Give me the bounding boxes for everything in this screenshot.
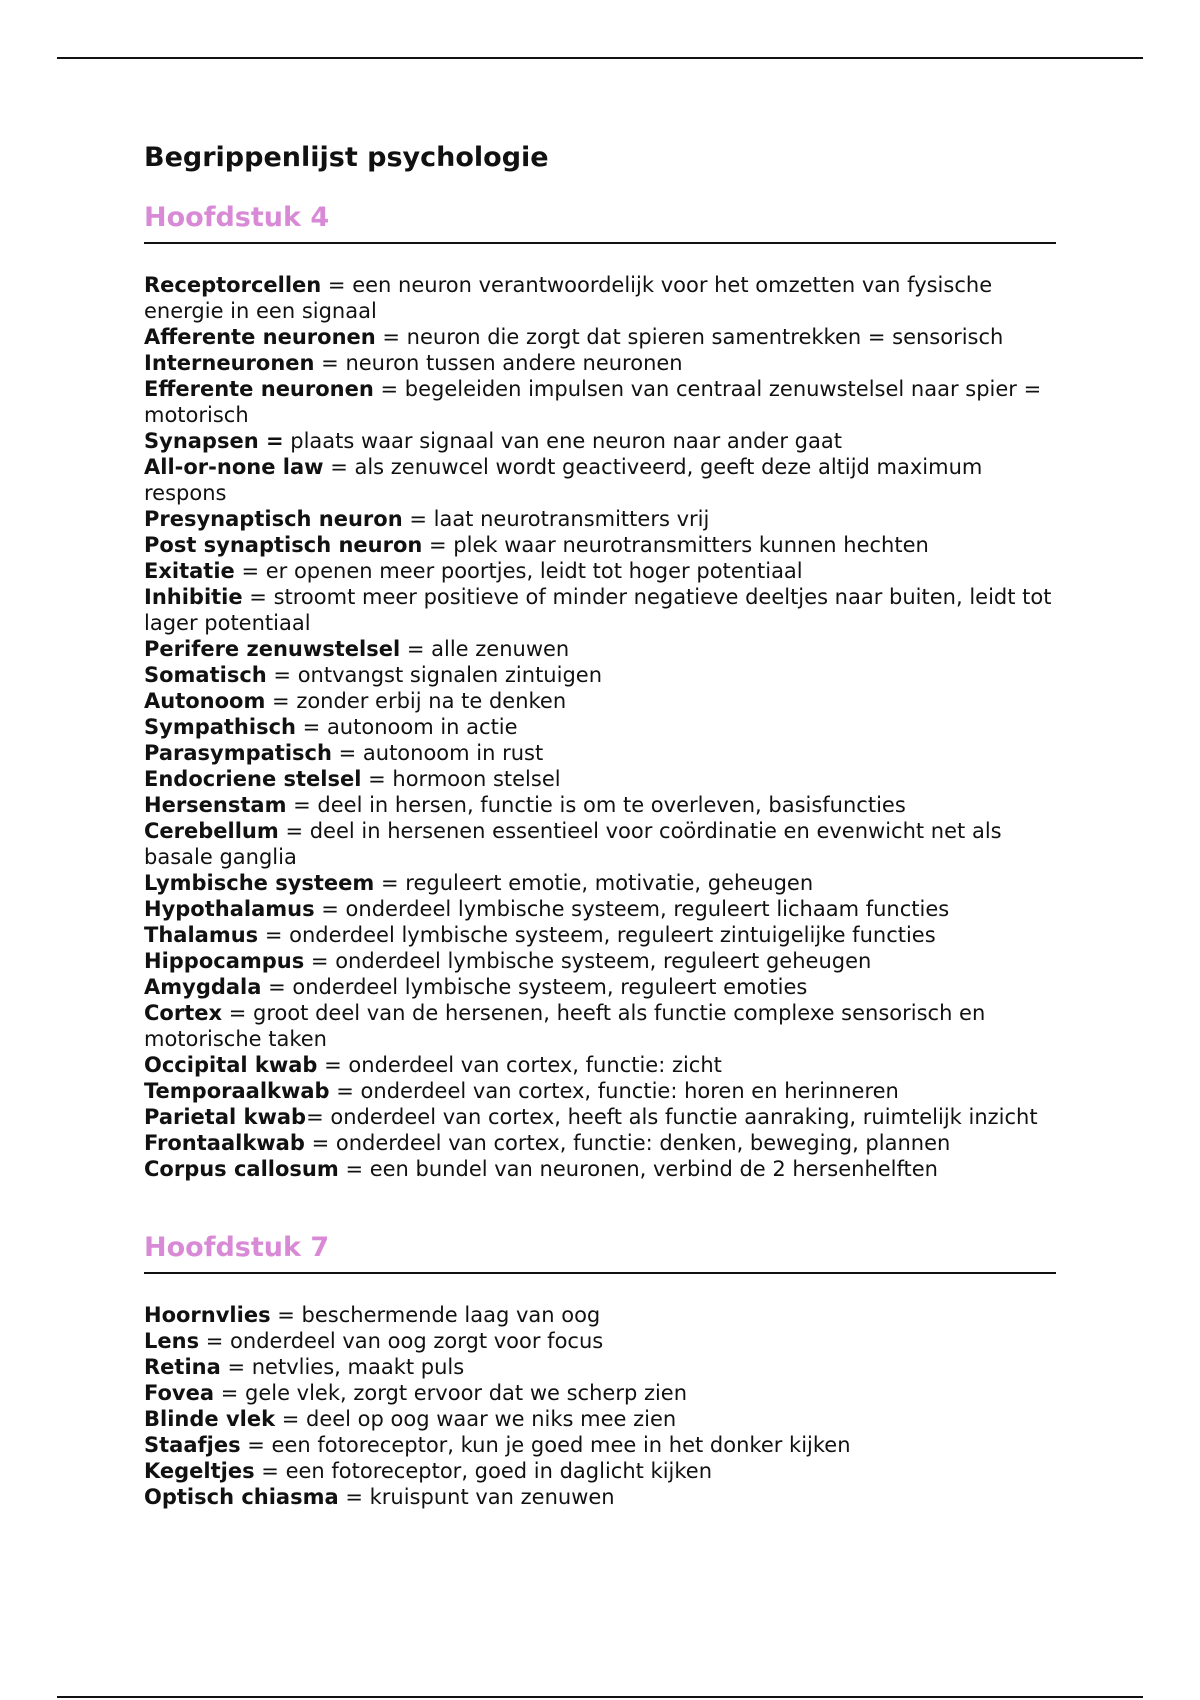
glossary-definition: een fotoreceptor, goed in daglicht kijken — [285, 1459, 713, 1483]
glossary-definition: onderdeel van cortex, functie: horen en herinneren — [360, 1079, 899, 1103]
glossary-entry — [144, 1380, 1056, 1406]
chapter-heading-7: Hoofdstuk 7 — [144, 1228, 1056, 1274]
glossary-definition: een neuron verantwoordelijk voor het omzetten van fysische energie in een signaal — [144, 273, 993, 323]
glossary-definition: beschermende laag van oog — [301, 1303, 601, 1327]
glossary-definition: onderdeel lymbische systeem, reguleert lichaam functies — [345, 897, 950, 921]
glossary-term: Hippocampus — [144, 949, 305, 973]
glossary-definition: onderdeel van cortex, functie: denken, beweging, plannen — [335, 1131, 951, 1155]
glossary-entry — [144, 1078, 1056, 1104]
glossary-separator: = — [286, 793, 318, 817]
glossary-separator: = — [317, 1053, 349, 1077]
glossary-term: Synapsen = — [144, 429, 284, 453]
glossary-entry — [144, 870, 1056, 896]
glossary-separator: = — [265, 689, 297, 713]
glossary-term: Hoornvlies — [144, 1303, 271, 1327]
glossary-separator: = — [295, 715, 327, 739]
glossary-entry — [144, 1484, 1056, 1510]
glossary-definition: onderdeel lymbische systeem, reguleert zintuigelijke functies — [289, 923, 936, 947]
glossary-entry — [144, 324, 1056, 350]
glossary-term: Lymbische systeem — [144, 871, 375, 895]
glossary-separator: = — [402, 507, 434, 531]
glossary-definition: begeleiden impulsen van centraal zenuwstelsel naar spier = motorisch — [144, 377, 1042, 427]
glossary-definition: alle zenuwen — [431, 637, 570, 661]
glossary-definition: onderdeel van cortex, functie: zicht — [348, 1053, 722, 1077]
glossary-separator: = — [400, 637, 432, 661]
glossary-term: Autonoom — [144, 689, 266, 713]
glossary-term: Endocriene stelsel — [144, 767, 362, 791]
glossary-entry — [144, 1458, 1056, 1484]
glossary-term: Sympathisch — [144, 715, 296, 739]
glossary-definition: groot deel van de hersenen, heeft als functie complexe sensorisch en motorische taken — [144, 1001, 986, 1051]
glossary-entry — [144, 428, 1056, 454]
glossary-definition: autonoom in rust — [362, 741, 544, 765]
glossary-definition: neuron die zorgt dat spieren samentrekken = sensorisch — [406, 325, 1004, 349]
glossary-definition: onderdeel lymbische systeem, reguleert geheugen — [335, 949, 872, 973]
glossary-term: Receptorcellen — [144, 273, 322, 297]
glossary-entry — [144, 896, 1056, 922]
glossary-definition: autonoom in actie — [326, 715, 518, 739]
glossary-definition: deel in hersenen essentieel voor coördinatie en evenwicht net als basale ganglia — [144, 819, 1002, 869]
document-body — [144, 136, 1056, 1510]
glossary-entry — [144, 948, 1056, 974]
glossary-term: Hypothalamus — [144, 897, 315, 921]
glossary-term: Perifere zenuwstelsel — [144, 637, 401, 661]
glossary-entry — [144, 376, 1056, 428]
glossary-entry — [144, 688, 1056, 714]
glossary-separator: = — [240, 1433, 272, 1457]
glossary-term: Staafjes — [144, 1433, 241, 1457]
glossary-term: Cortex — [144, 1001, 223, 1025]
glossary-entry — [144, 558, 1056, 584]
glossary-term: Presynaptisch neuron — [144, 507, 403, 531]
glossary-term: Inhibitie — [144, 585, 243, 609]
glossary-separator: = — [306, 1105, 331, 1129]
glossary-term: Hersenstam — [144, 793, 287, 817]
glossary-term: Thalamus — [144, 923, 259, 947]
glossary-definition: ontvangst signalen zintuigen — [297, 663, 603, 687]
glossary-term: Retina — [144, 1355, 221, 1379]
glossary-entry — [144, 532, 1056, 558]
glossary-definition: hormoon stelsel — [392, 767, 561, 791]
glossary-separator: = — [304, 1131, 336, 1155]
glossary-term: Frontaalkwab — [144, 1131, 305, 1155]
glossary-entry — [144, 662, 1056, 688]
glossary-definition: zonder erbij na te denken — [296, 689, 567, 713]
document-title: Begrippenlijst psychologie — [144, 142, 549, 173]
glossary-separator: = — [361, 767, 393, 791]
glossary-entry — [144, 1104, 1056, 1130]
glossary-separator: = — [275, 1407, 306, 1431]
glossary-term: Efferente neuronen — [144, 377, 374, 401]
glossary-term: Kegeltjes — [144, 1459, 255, 1483]
glossary-separator: = — [422, 533, 454, 557]
glossary-entry — [144, 1130, 1056, 1156]
glossary-entry — [144, 766, 1056, 792]
glossary-separator: = — [375, 325, 407, 349]
glossary-term: Occipital kwab — [144, 1053, 318, 1077]
glossary-term: Fovea — [144, 1381, 215, 1405]
glossary-definition: deel op oog waar we niks mee zien — [306, 1407, 677, 1431]
glossary-separator: = — [338, 1485, 370, 1509]
glossary-separator: = — [266, 663, 298, 687]
glossary-entry — [144, 818, 1056, 870]
glossary-separator: = — [258, 923, 290, 947]
glossary-separator: = — [242, 585, 274, 609]
glossary-entry — [144, 1000, 1056, 1052]
glossary-definition: deel in hersen, functie is om te overleven, basisfuncties — [317, 793, 906, 817]
glossary-term: Somatisch — [144, 663, 267, 687]
glossary-separator: = — [220, 1355, 252, 1379]
glossary-entry — [144, 1328, 1056, 1354]
glossary-separator: = — [321, 273, 353, 297]
glossary-entry — [144, 1432, 1056, 1458]
glossary-definition: neuron tussen andere neuronen — [345, 351, 683, 375]
glossary-term: Cerebellum — [144, 819, 279, 843]
glossary-term: Corpus callosum — [144, 1157, 339, 1181]
glossary-separator: = — [331, 741, 363, 765]
glossary-term: Optisch chiasma — [144, 1485, 339, 1509]
glossary-separator: = — [373, 377, 405, 401]
glossary-entry — [144, 1354, 1056, 1380]
page-top-rule — [57, 57, 1143, 59]
glossary-separator: = — [278, 819, 310, 843]
glossary-term: Post synaptisch neuron — [144, 533, 423, 557]
glossary-term: All-or-none law — [144, 455, 324, 479]
glossary-entry — [144, 1302, 1056, 1328]
glossary-separator: = — [261, 975, 293, 999]
glossary-term: Afferente neuronen — [144, 325, 376, 349]
glossary-separator: = — [314, 351, 346, 375]
glossary-definition: als zenuwcel wordt geactiveerd, geeft deze altijd maximum respons — [144, 455, 983, 505]
glossary-entry — [144, 1052, 1056, 1078]
glossary-separator: = — [234, 559, 266, 583]
glossary-entry — [144, 506, 1056, 532]
glossary-term: Temporaalkwab — [144, 1079, 330, 1103]
glossary-entry — [144, 636, 1056, 662]
glossary-separator: = — [270, 1303, 302, 1327]
glossary-definition: kruispunt van zenuwen — [369, 1485, 615, 1509]
glossary-entry — [144, 974, 1056, 1000]
glossary-entry — [144, 350, 1056, 376]
glossary-entry — [144, 922, 1056, 948]
glossary-separator: = — [329, 1079, 361, 1103]
glossary-entry — [144, 584, 1056, 636]
glossary-entry — [144, 714, 1056, 740]
glossary-separator: = — [314, 897, 346, 921]
glossary-term: Amygdala — [144, 975, 262, 999]
glossary-term: Blinde vlek — [144, 1407, 276, 1431]
glossary-term: Parietal kwab — [144, 1105, 307, 1129]
glossary-separator: = — [222, 1001, 253, 1025]
glossary-entry — [144, 740, 1056, 766]
glossary-term: Parasympatisch — [144, 741, 332, 765]
glossary-separator: = — [254, 1459, 286, 1483]
glossary-definition: stroomt meer positieve of minder negatieve deeltjes naar buiten, leidt tot lager potentiaal — [144, 585, 1052, 635]
glossary-term: Exitatie — [144, 559, 235, 583]
glossary-definition: onderdeel van cortex, heeft als functie aanraking, ruimtelijk inzicht — [330, 1105, 1038, 1129]
glossary-entry — [144, 1156, 1056, 1182]
page-bottom-rule — [57, 1696, 1143, 1698]
glossary-definition: reguleert emotie, motivatie, geheugen — [405, 871, 814, 895]
glossary-separator: = — [214, 1381, 245, 1405]
glossary-definition: plaats waar signaal van ene neuron naar ander gaat — [290, 429, 842, 453]
term-list-chapter-7 — [144, 1302, 1056, 1510]
glossary-separator: = — [199, 1329, 231, 1353]
glossary-definition: onderdeel lymbische systeem, reguleert emoties — [292, 975, 808, 999]
term-list-chapter-4 — [144, 272, 1056, 1182]
glossary-separator: = — [323, 455, 355, 479]
glossary-entry — [144, 272, 1056, 324]
glossary-term: Interneuronen — [144, 351, 315, 375]
glossary-definition: een fotoreceptor, kun je goed mee in het donker kijken — [271, 1433, 851, 1457]
glossary-separator: = — [338, 1157, 370, 1181]
glossary-definition: gele vlek, zorgt ervoor dat we scherp zien — [244, 1381, 688, 1405]
glossary-separator: = — [304, 949, 336, 973]
glossary-entry — [144, 1406, 1056, 1432]
glossary-definition: laat neurotransmitters vrij — [433, 507, 710, 531]
glossary-definition: netvlies, maakt puls — [251, 1355, 465, 1379]
glossary-definition: een bundel van neuronen, verbind de 2 hersenhelften — [369, 1157, 938, 1181]
glossary-entry — [144, 454, 1056, 506]
glossary-definition: plek waar neurotransmitters kunnen hechten — [453, 533, 929, 557]
glossary-entry — [144, 792, 1056, 818]
chapter-heading-4: Hoofdstuk 4 — [144, 198, 1056, 244]
glossary-separator: = — [374, 871, 406, 895]
glossary-definition: er openen meer poortjes, leidt tot hoger potentiaal — [265, 559, 803, 583]
glossary-definition: onderdeel van oog zorgt voor focus — [230, 1329, 604, 1353]
glossary-term: Lens — [144, 1329, 200, 1353]
